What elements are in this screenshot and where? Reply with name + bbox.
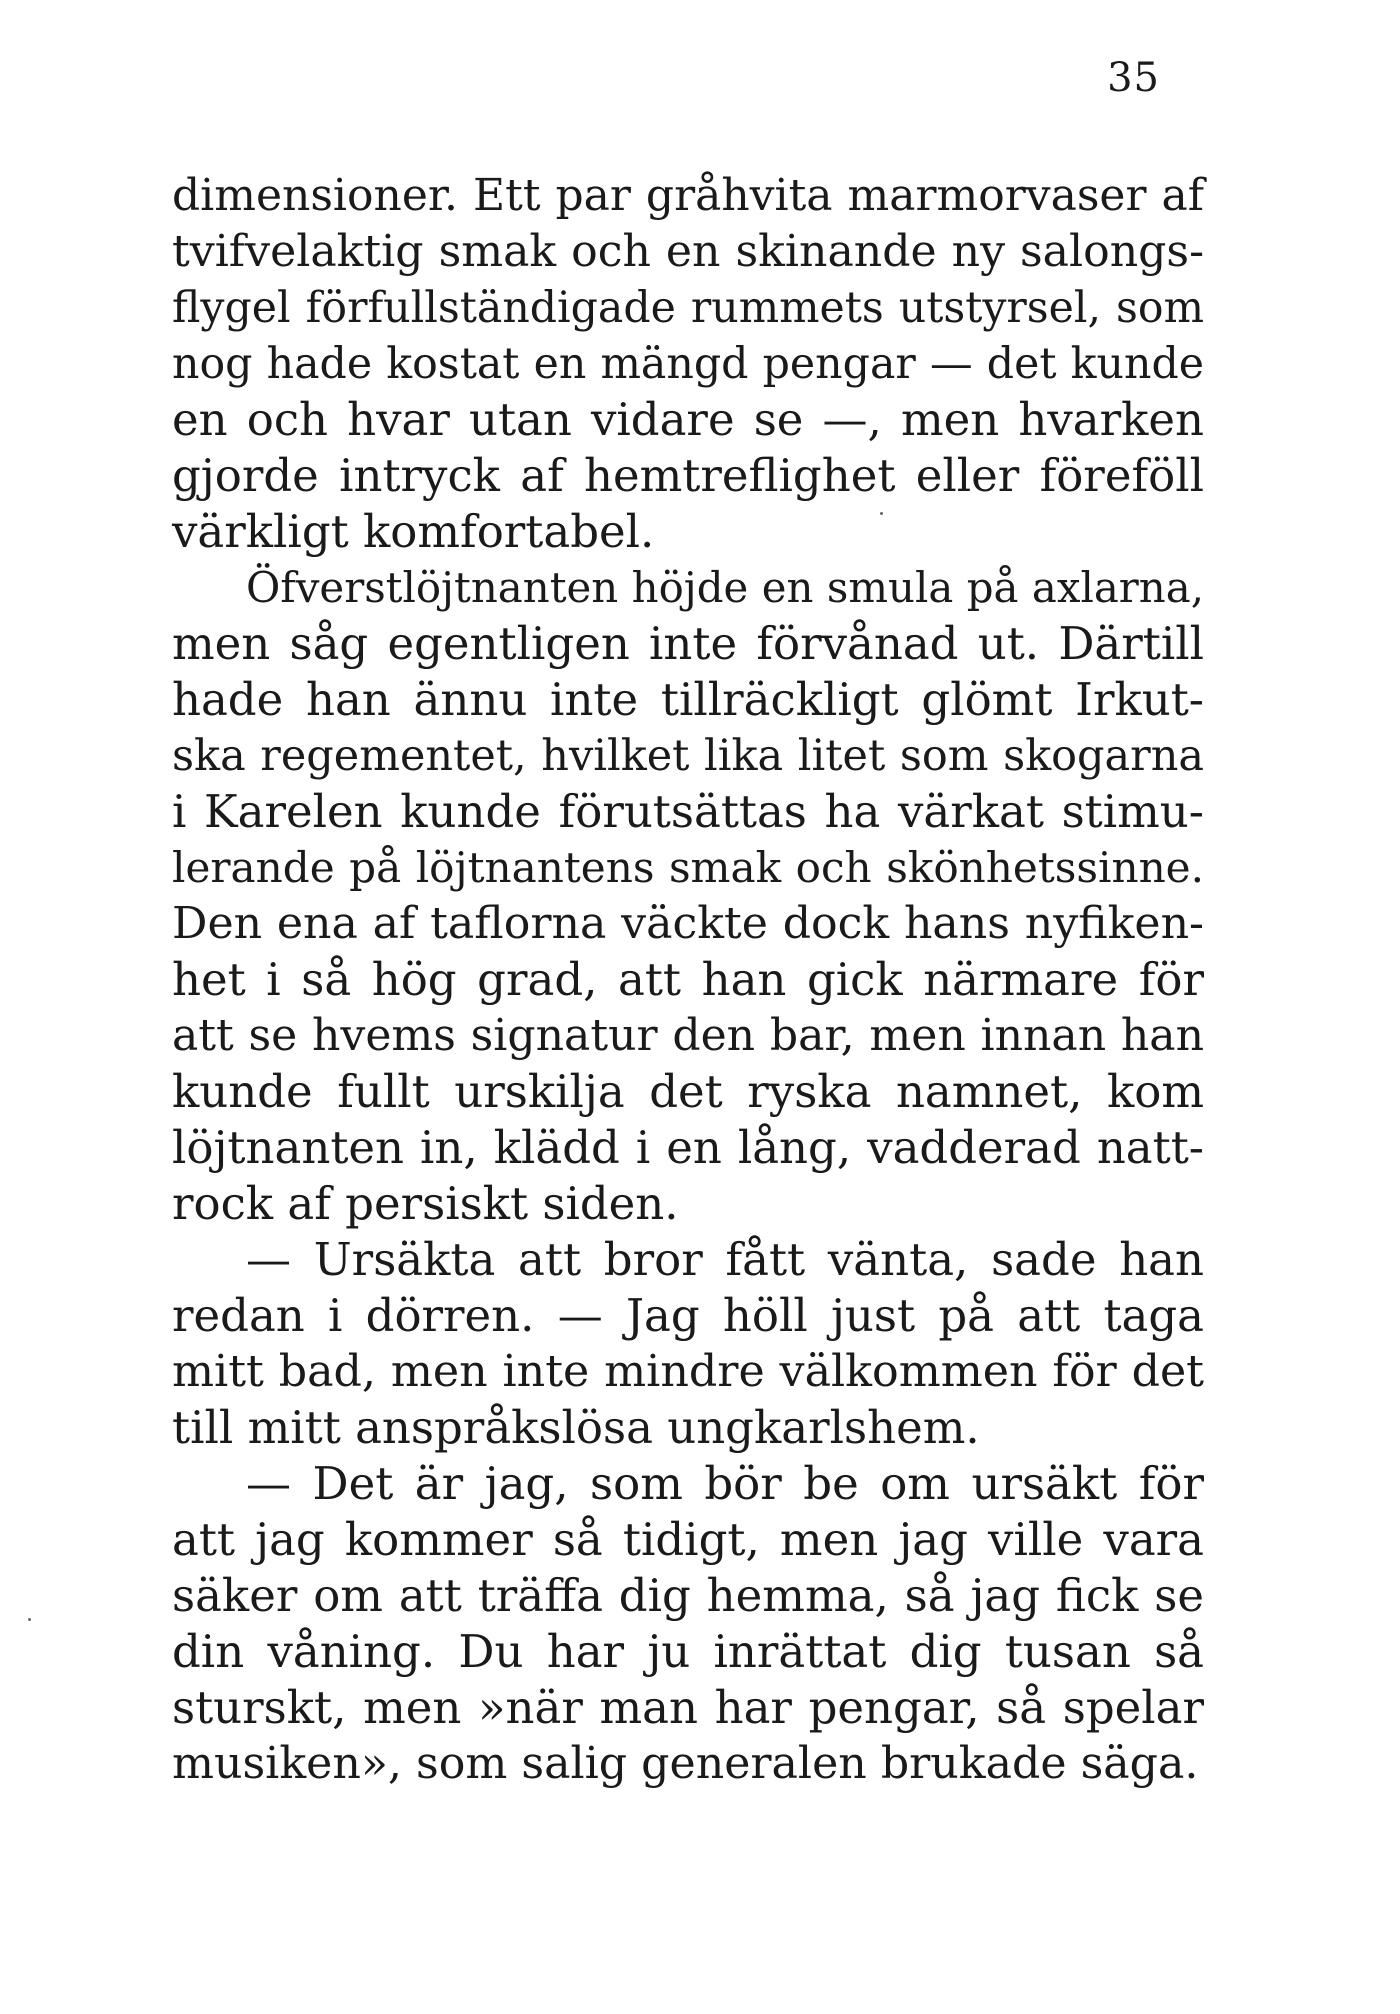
text-line: gjorde intryck af hemtreflighet eller föreföll [172, 449, 1204, 502]
text-line: lerande på löjtnantens smak och skönhetssinne. [172, 843, 1204, 892]
text-line: hade han ännu inte tillräckligt glömt Irkut- [172, 673, 1204, 726]
text-line: ska regementet, hvilket lika litet som skogarna [172, 731, 1204, 781]
text-line: men såg egentligen inte förvånad ut. Därtill [172, 617, 1204, 670]
text-line: säker om att träffa dig hemma, så jag fick se [172, 1569, 1204, 1622]
text-line: tvifvelaktig smak och en skinande ny salongs- [172, 226, 1204, 277]
print-speck [880, 512, 883, 515]
text-line: till mitt anspråkslösa ungkarlshem. [172, 1401, 980, 1454]
page-number: 35 [1107, 55, 1160, 101]
text-line: din våning. Du har ju inrättat dig tusan så [172, 1625, 1204, 1678]
text-line: i Karelen kunde förutsättas ha värkat stimu- [172, 785, 1204, 838]
text-line: löjtnanten in, klädd i en lång, vadderad natt- [172, 1121, 1204, 1174]
text-line: nog hade kostat en mängd pengar — det kunde [172, 339, 1204, 389]
body-text [172, 168, 1204, 1792]
text-line: rock af persiskt siden. [172, 1177, 679, 1230]
text-line: flygel förfullständigade rummets utstyrsel, som [172, 283, 1204, 333]
text-line: mitt bad, men inte mindre välkommen för det [172, 1346, 1204, 1397]
text-line: redan i dörren. — Jag höll just på att taga [172, 1289, 1204, 1342]
text-line: — Ursäkta att bror fått vänta, sade han [246, 1233, 1204, 1286]
text-line: sturskt, men »när man har pengar, så spelar [172, 1681, 1204, 1734]
print-speck [28, 1618, 31, 1621]
text-line: kunde fullt urskilja det ryska namnet, kom [172, 1065, 1204, 1118]
text-line: att jag kommer så tidigt, men jag ville vara [172, 1513, 1204, 1566]
text-line: dimensioner. Ett par gråhvita marmorvaser af [172, 170, 1204, 221]
text-line: Den ena af taflorna väckte dock hans nyfiken- [172, 898, 1204, 949]
text-line: Öfverstlöjtnanten höjde en smula på axlarna, [246, 563, 1204, 612]
text-line: en och hvar utan vidare se —, men hvarken [172, 393, 1204, 446]
text-line: musiken», som salig generalen brukade säga. [172, 1738, 1199, 1789]
text-line: het i så hög grad, att han gick närmare för [172, 953, 1204, 1006]
text-line: att se hvems signatur den bar, men innan han [172, 1010, 1204, 1061]
text-line: — Det är jag, som bör be om ursäkt för [246, 1457, 1204, 1510]
text-line: värkligt komfortabel. [172, 505, 655, 558]
